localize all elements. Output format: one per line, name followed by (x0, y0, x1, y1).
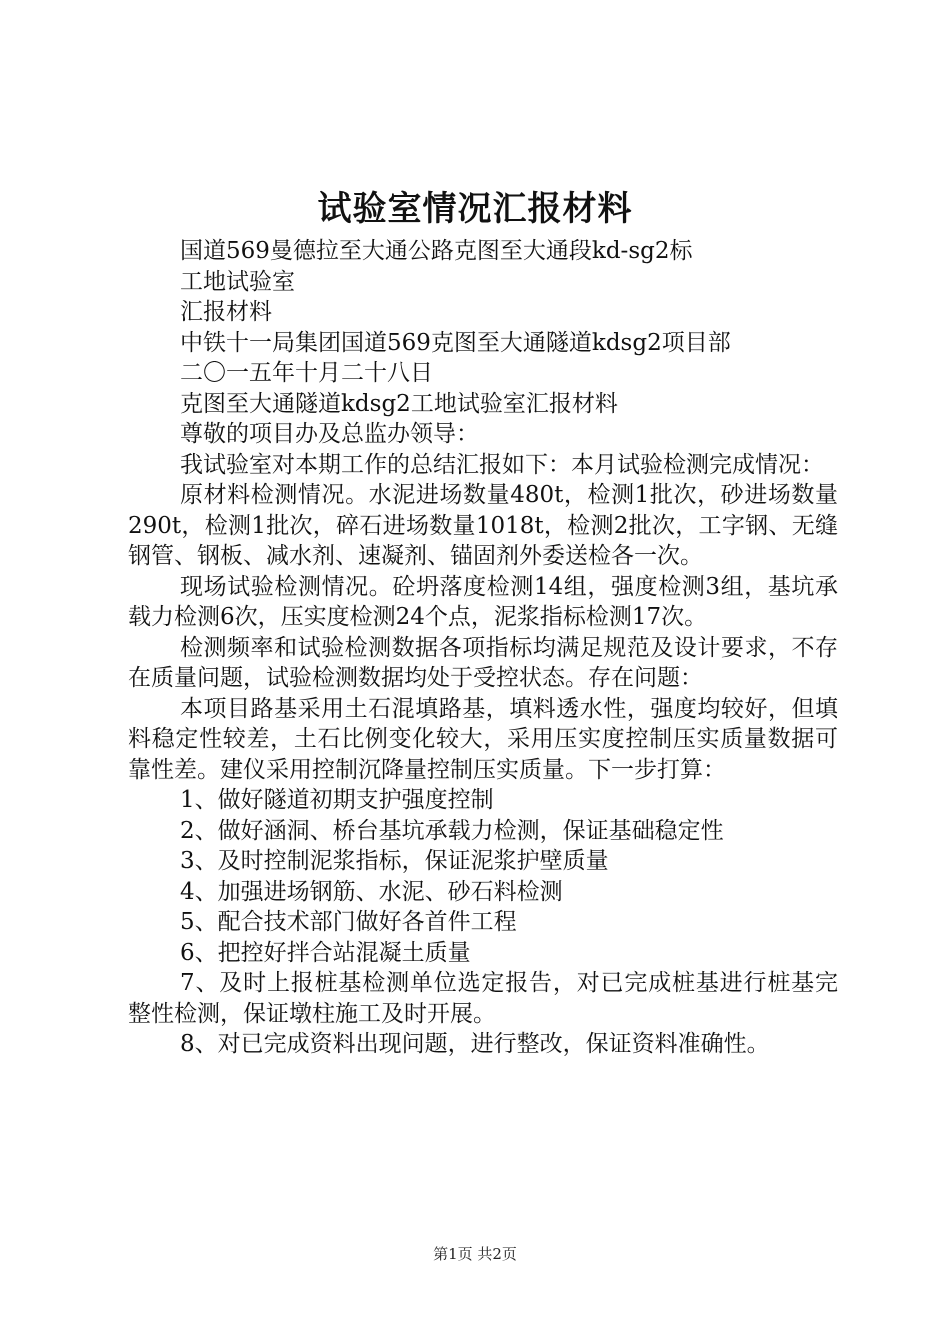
list-item: 2、做好涵洞、桥台基坑承载力检测，保证基础稳定性 (180, 817, 724, 844)
list-item: 8、对已完成资料出现问题，进行整改，保证资料准确性。 (180, 1031, 770, 1057)
header-line-report: 汇报材料 (180, 299, 272, 325)
list-item: 3、及时控制泥浆指标，保证泥浆护壁质量 (180, 848, 609, 874)
header-line-project: 国道569曼德拉至大通公路克图至大通段kd-sg2标 (180, 238, 693, 264)
paragraph-issues: 本项目路基采用土石混填路基，填料透水性，强度均较好，但填料稳定性较差，土石比例变化较大，采用压实度控制压实质量数据可靠性差。建仪采用控制沉降量控制压实质量。下一步打算： (128, 695, 838, 783)
paragraph-summary: 我试验室对本期工作的总结汇报如下：本月试验检测完成情况： (180, 451, 824, 478)
list-item: 1、做好隧道初期支护强度控制 (180, 787, 494, 813)
list-item: 5、配合技术部门做好各首件工程 (180, 909, 517, 935)
paragraph-field-tests: 现场试验检测情况。砼坍落度检测14组，强度检测3组，基坑承载力检测6次，压实度检测24个点，泥浆指标检测17次。 (128, 573, 838, 630)
salutation: 尊敬的项目办及总监办领导： (180, 421, 479, 447)
list-item: 7、及时上报桩基检测单位选定报告，对已完成桩基进行桩基完整性检测，保证墩柱施工及时开展。 (128, 970, 838, 1027)
header-line-subtitle: 克图至大通隧道kdsg2工地试验室汇报材料 (180, 390, 618, 417)
page-number-footer: 第1页 共2页 (433, 1245, 517, 1263)
list-item: 6、把控好拌合站混凝土质量 (180, 939, 471, 966)
document-title: 试验室情况汇报材料 (317, 189, 633, 229)
document-body (128, 236, 838, 1060)
list-item: 4、加强进场钢筋、水泥、砂石料检测 (180, 878, 563, 905)
paragraph-materials: 原材料检测情况。水泥进场数量480t，检测1批次，砂进场数量290t，检测1批次，碎石进场数量1018t，检测2批次，工字钢、无缝钢管、钢板、减水剂、速凝剂、锚固剂外委送检各一次。 (128, 482, 838, 569)
header-line-date: 二〇一五年十月二十八日 (180, 360, 433, 386)
paragraph-compliance: 检测频率和试验检测数据各项指标均满足规范及设计要求，不存在质量问题，试验检测数据均处于受控状态。存在问题： (128, 634, 838, 691)
header-line-lab: 工地试验室 (180, 268, 295, 295)
header-line-organization: 中铁十一局集团国道569克图至大通隧道kdsg2项目部 (180, 329, 731, 356)
